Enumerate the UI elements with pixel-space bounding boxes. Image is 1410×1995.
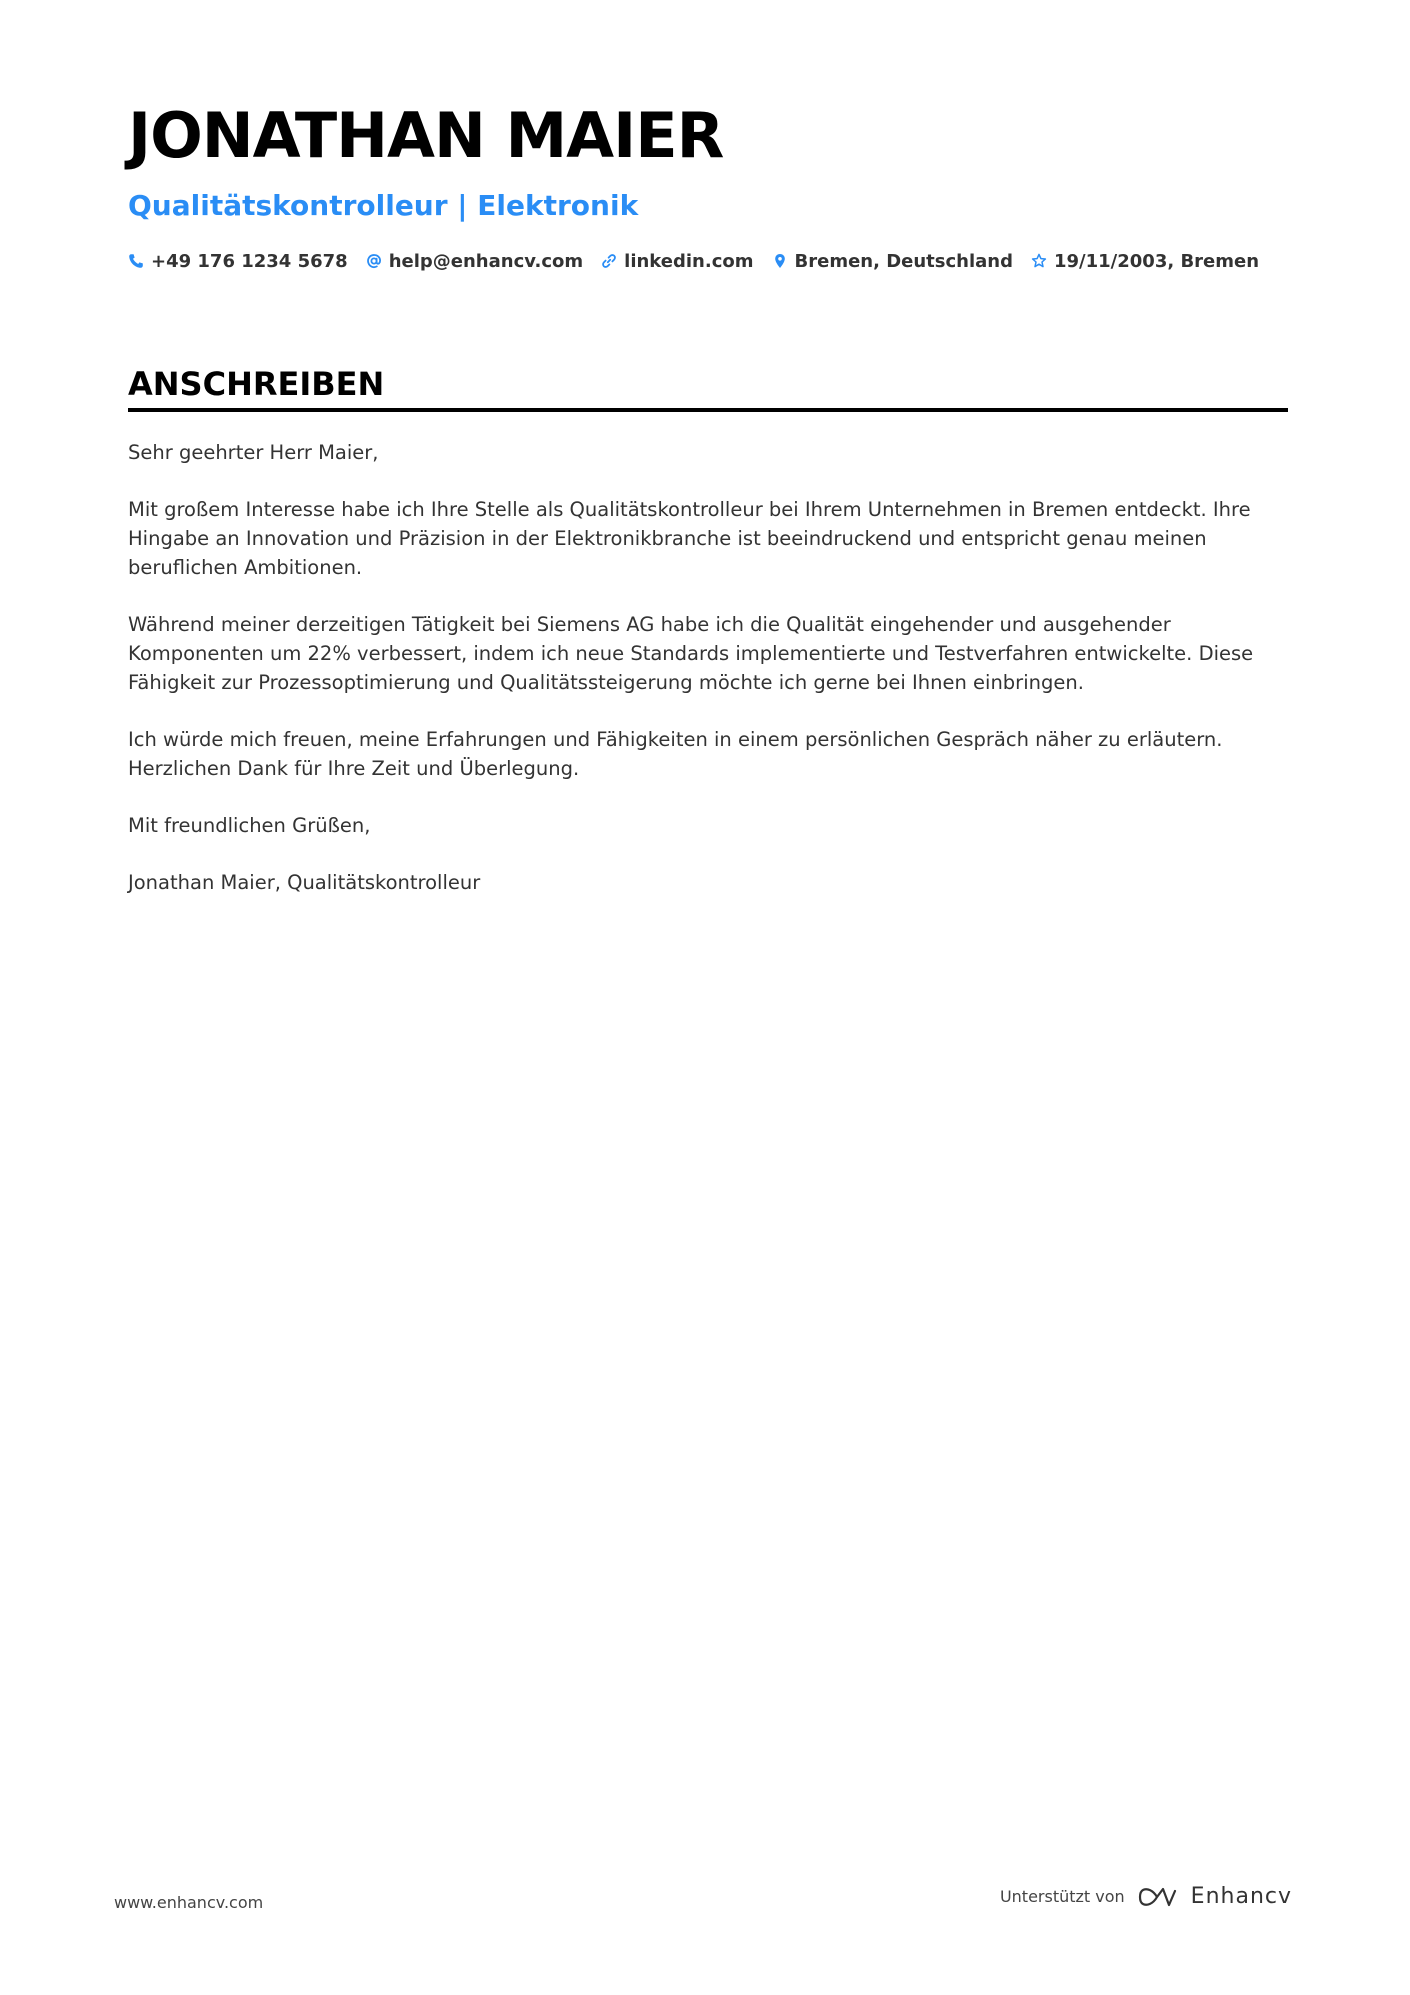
salutation: Sehr geehrter Herr Maier, <box>128 441 379 464</box>
closing: Mit freundlichen Grüßen, <box>128 814 371 837</box>
signature: Jonathan Maier, Qualitätskontrolleur <box>128 871 481 894</box>
paragraph-1: Mit großem Interesse habe ich Ihre Stelle als Qualitätskontrolleur bei Ihrem Unternehmen in Bremen entdeckt. Ihre Hingabe an Innovation und Präzision in der Elektronikbranche ist beeindruckend und entspricht genau meinen beruflichen Ambitionen. <box>128 498 1251 579</box>
at-icon <box>366 253 382 269</box>
brand-name: Enhancv <box>1190 1884 1292 1909</box>
header <box>128 99 1288 272</box>
contact-email <box>366 251 583 272</box>
link-icon <box>601 253 617 269</box>
letter-body <box>128 438 1288 897</box>
job-title: Qualitätskontrolleur | Elektronik <box>128 189 639 222</box>
paragraph-2: Während meiner derzeitigen Tätigkeit bei Siemens AG habe ich die Qualität eingehender und ausgehender Komponenten um 22% verbessert, indem ich neue Standards implementierte und Testverfahren entwickelte. Diese Fähigkeit zur Prozessoptimierung und Qualitätssteigerung möchte ich gerne bei Ihnen einbringen. <box>128 613 1254 694</box>
phone-number: +49 176 1234 5678 <box>151 250 348 272</box>
applicant-name: JONATHAN MAIER <box>128 99 724 172</box>
contact-linkedin <box>601 251 753 272</box>
enhancv-logo-icon <box>1137 1885 1183 1909</box>
cover-letter-section <box>128 365 1288 925</box>
linkedin-link: linkedin.com <box>624 250 754 272</box>
powered-by-label: Unterstützt von <box>999 1887 1125 1906</box>
location-text: Bremen, Deutschland <box>794 250 1013 272</box>
section-title: ANSCHREIBEN <box>128 368 1288 412</box>
phone-icon <box>128 253 144 269</box>
contact-bar <box>128 251 1288 272</box>
location-pin-icon <box>772 253 788 269</box>
enhancv-logo <box>1137 1884 1292 1909</box>
birth-date: 19/11/2003, Bremen <box>1054 250 1260 272</box>
contact-location <box>772 251 1013 272</box>
footer-branding <box>1000 1884 1292 1909</box>
contact-birth <box>1031 251 1259 272</box>
contact-phone <box>128 251 348 272</box>
email-address: help@enhancv.com <box>388 250 584 272</box>
footer-website[interactable]: www.enhancv.com <box>114 1893 264 1912</box>
paragraph-3: Ich würde mich freuen, meine Erfahrungen und Fähigkeiten in einem persönlichen Gespräch näher zu erläutern. Herzlichen Dank für Ihre Zeit und Überlegung. <box>128 728 1223 780</box>
star-icon <box>1031 253 1047 269</box>
